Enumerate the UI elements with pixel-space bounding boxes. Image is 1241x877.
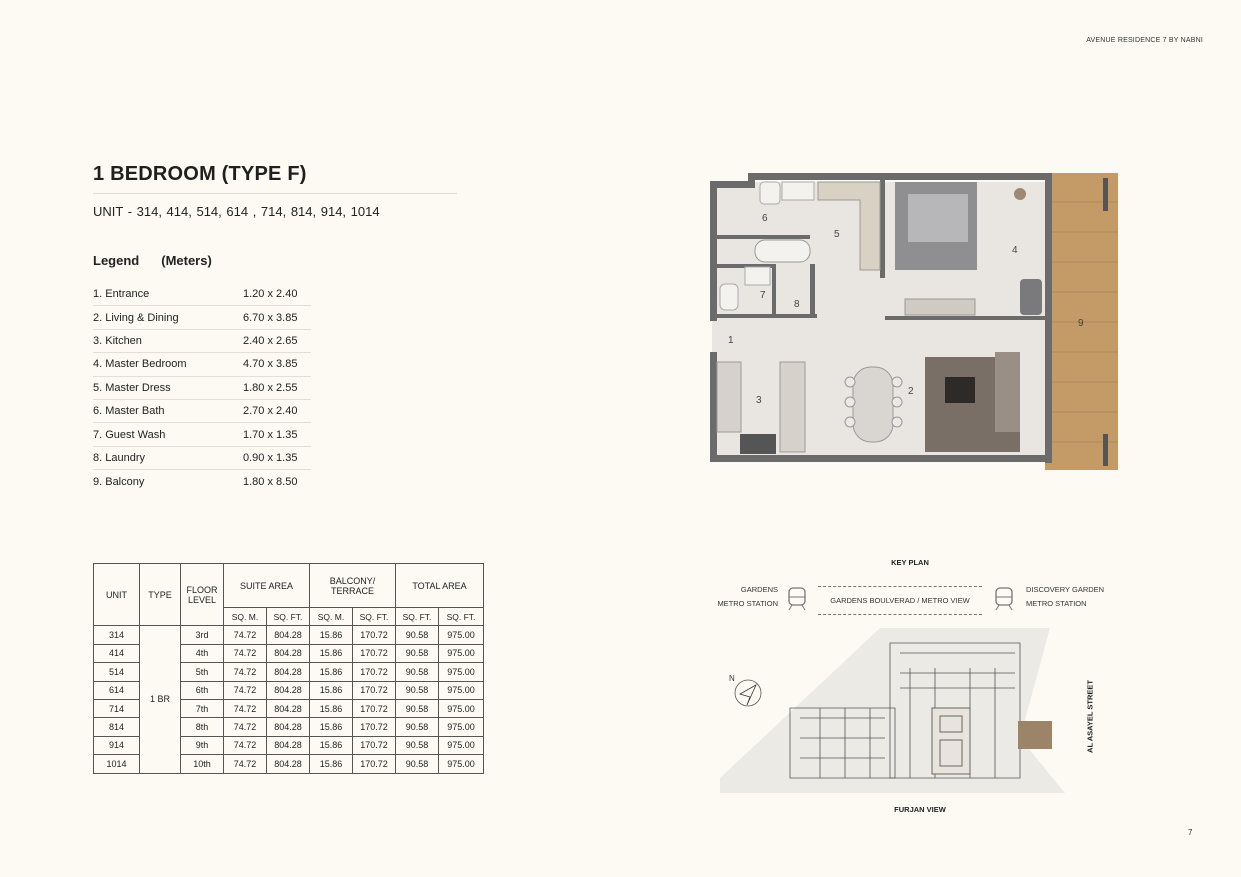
room-number: 2 (908, 386, 914, 397)
cell-unit: 314 (94, 626, 140, 644)
kitchen-island (780, 362, 805, 452)
legend-item-size: 1.80 x 8.50 (243, 475, 298, 488)
cell-total-b: 975.00 (439, 644, 484, 662)
cell-suite-sqft: 804.28 (267, 755, 310, 773)
cell-floor: 10th (181, 755, 224, 773)
room-number: 7 (760, 290, 766, 301)
legend-item-name: 1. Entrance (93, 288, 150, 301)
cell-floor: 4th (181, 644, 224, 662)
legend-list (93, 283, 311, 494)
col-balcony-header: BALCONY/ TERRACE (310, 564, 396, 608)
page-number: 7 (1188, 828, 1193, 837)
cell-suite-sqm: 74.72 (224, 718, 267, 736)
street-label: AL ASAYEL STREET (1085, 680, 1095, 753)
legend-item-size: 1.70 x 1.35 (243, 428, 298, 441)
legend-item-size: 0.90 x 1.35 (243, 451, 298, 464)
cell-total-b: 975.00 (439, 718, 484, 736)
cell-balcony-sqft: 170.72 (353, 626, 396, 644)
central-court (932, 708, 970, 774)
legend-item-name: 6. Master Bath (93, 405, 165, 418)
basin-fixture (745, 267, 770, 285)
view-dash-top (818, 586, 982, 587)
cell-total-b: 975.00 (439, 626, 484, 644)
cell-suite-sqm: 74.72 (224, 663, 267, 681)
cell-unit: 714 (94, 699, 140, 717)
subheader-sqft: SQ. FT. (396, 608, 439, 626)
cell-floor: 5th (181, 663, 224, 681)
cell-unit: 814 (94, 718, 140, 736)
center-view-label: GARDENS BOULVERAD / METRO VIEW (830, 596, 970, 605)
legend-item-name: 2. Living & Dining (93, 311, 179, 324)
oven (740, 434, 776, 454)
cell-suite-sqft: 804.28 (267, 736, 310, 754)
highlighted-unit (1018, 721, 1052, 749)
right-station-line1: DISCOVERY GARDEN (1026, 585, 1105, 594)
cell-balcony-sqm: 15.86 (310, 718, 353, 736)
cell-total-a: 90.58 (396, 718, 439, 736)
cell-balcony-sqm: 15.86 (310, 681, 353, 699)
legend-item (93, 400, 311, 423)
legend-item-name: 5. Master Dress (93, 381, 171, 394)
compass-icon (729, 674, 761, 706)
unit-area-table (93, 563, 484, 774)
legend-item-name: 3. Kitchen (93, 334, 142, 347)
bathtub-fixture (755, 240, 810, 262)
page-title: 1 BEDROOM (TYPE F) (93, 163, 307, 185)
metro-icon (993, 586, 1015, 612)
cell-suite-sqft: 804.28 (267, 681, 310, 699)
legend-item (93, 330, 311, 353)
cell-total-a: 90.58 (396, 736, 439, 754)
cell-total-b: 975.00 (439, 736, 484, 754)
col-suite-area-header: SUITE AREA (224, 564, 310, 608)
cell-balcony-sqft: 170.72 (353, 699, 396, 717)
cell-total-b: 975.00 (439, 681, 484, 699)
cell-total-a: 90.58 (396, 626, 439, 644)
cell-balcony-sqm: 15.86 (310, 663, 353, 681)
legend-item-name: 7. Guest Wash (93, 428, 166, 441)
cell-floor: 9th (181, 736, 224, 754)
cell-total-b: 975.00 (439, 755, 484, 773)
cell-suite-sqm: 74.72 (224, 681, 267, 699)
room-number: 4 (1012, 245, 1018, 256)
room-number: 8 (794, 299, 800, 310)
subheader-sqm: SQ. M. (310, 608, 353, 626)
legend-item-size: 2.40 x 2.65 (243, 334, 298, 347)
cell-balcony-sqm: 15.86 (310, 644, 353, 662)
cell-type: 1 BR (140, 626, 181, 773)
subheader-sqm: SQ. M. (224, 608, 267, 626)
toilet-fixture (760, 182, 780, 204)
compass-north: N (729, 674, 735, 683)
wc-fixture (720, 284, 738, 310)
legend-title: Legend (93, 253, 140, 268)
cell-balcony-sqm: 15.86 (310, 626, 353, 644)
room-number: 1 (728, 335, 734, 346)
cell-floor: 6th (181, 681, 224, 699)
cell-total-b: 975.00 (439, 663, 484, 681)
key-plan-map (720, 628, 1075, 798)
col-floor-header: FLOOR LEVEL (181, 564, 224, 626)
balcony-wall-bottom (1103, 434, 1108, 466)
room-number: 9 (1078, 318, 1084, 329)
cell-unit: 914 (94, 736, 140, 754)
cell-floor: 8th (181, 718, 224, 736)
room-number: 6 (762, 213, 768, 224)
subheader-sqft: SQ. FT. (267, 608, 310, 626)
side-table (1014, 188, 1026, 200)
legend-item-size: 4.70 x 3.85 (243, 358, 298, 371)
legend-item-name: 8. Laundry (93, 451, 145, 464)
legend-item (93, 447, 311, 470)
cell-suite-sqft: 804.28 (267, 644, 310, 662)
sofa (995, 352, 1020, 432)
col-unit-header: UNIT (94, 564, 140, 626)
tv-console (905, 299, 975, 315)
cell-unit: 414 (94, 644, 140, 662)
right-station-label (1026, 583, 1126, 611)
cell-balcony-sqft: 170.72 (353, 681, 396, 699)
subheader-sqft: SQ. FT. (439, 608, 484, 626)
cell-total-a: 90.58 (396, 644, 439, 662)
subheader-sqft: SQ. FT. (353, 608, 396, 626)
legend-item-name: 9. Balcony (93, 475, 145, 488)
cell-total-a: 90.58 (396, 663, 439, 681)
right-station-line2: METRO STATION (1026, 599, 1087, 608)
legend-item (93, 306, 311, 329)
unit-list: UNIT - 314, 414, 514, 614 , 714, 814, 914, 1014 (93, 204, 380, 219)
cell-balcony-sqm: 15.86 (310, 755, 353, 773)
cell-suite-sqm: 74.72 (224, 699, 267, 717)
metro-icon (786, 586, 808, 612)
bed-linen (908, 194, 968, 242)
cell-balcony-sqft: 170.72 (353, 644, 396, 662)
cell-suite-sqft: 804.28 (267, 718, 310, 736)
brand-name: AVENUE RESIDENCE 7 BY NABNI (1086, 37, 1203, 44)
cell-balcony-sqft: 170.72 (353, 736, 396, 754)
legend-item-size: 1.80 x 2.55 (243, 381, 298, 394)
table-row (94, 626, 484, 644)
left-station-label (708, 583, 778, 611)
left-station-line2: METRO STATION (717, 599, 778, 608)
vanity-fixture (782, 182, 814, 200)
room-number: 5 (834, 229, 840, 240)
cell-suite-sqm: 74.72 (224, 644, 267, 662)
title-divider (93, 193, 457, 194)
balcony-wall-top (1103, 178, 1108, 211)
cell-floor: 3rd (181, 626, 224, 644)
legend-heading (93, 253, 212, 268)
col-total-area-header: TOTAL AREA (396, 564, 484, 608)
furjan-view-label: FURJAN VIEW (894, 805, 946, 814)
cell-suite-sqm: 74.72 (224, 736, 267, 754)
coffee-table (945, 377, 975, 403)
legend-item-name: 4. Master Bedroom (93, 358, 187, 371)
cell-floor: 7th (181, 699, 224, 717)
legend-unit: (Meters) (161, 253, 212, 268)
cell-balcony-sqft: 170.72 (353, 718, 396, 736)
cell-balcony-sqm: 15.86 (310, 736, 353, 754)
cell-unit: 614 (94, 681, 140, 699)
legend-item (93, 283, 311, 306)
cell-unit: 1014 (94, 755, 140, 773)
left-station-line1: GARDENS (740, 585, 778, 594)
legend-item (93, 377, 311, 400)
dining-table (853, 367, 893, 442)
cell-total-b: 975.00 (439, 699, 484, 717)
cell-unit: 514 (94, 663, 140, 681)
view-dash-bottom (818, 614, 982, 615)
legend-item-size: 6.70 x 3.85 (243, 311, 298, 324)
legend-item-size: 1.20 x 2.40 (243, 288, 298, 301)
cell-total-a: 90.58 (396, 755, 439, 773)
cell-total-a: 90.58 (396, 699, 439, 717)
cell-suite-sqft: 804.28 (267, 699, 310, 717)
cell-suite-sqft: 804.28 (267, 663, 310, 681)
cell-balcony-sqm: 15.86 (310, 699, 353, 717)
legend-item (93, 353, 311, 376)
key-plan-title: KEY PLAN (891, 558, 929, 567)
legend-item-size: 2.70 x 2.40 (243, 405, 298, 418)
cell-suite-sqm: 74.72 (224, 755, 267, 773)
armchair (1020, 279, 1042, 315)
cell-total-a: 90.58 (396, 681, 439, 699)
cell-suite-sqft: 804.28 (267, 626, 310, 644)
cell-balcony-sqft: 170.72 (353, 755, 396, 773)
legend-item (93, 470, 311, 493)
room-number: 3 (756, 395, 762, 406)
kitchen-counter (717, 362, 741, 432)
col-type-header: TYPE (140, 564, 181, 626)
cell-balcony-sqft: 170.72 (353, 663, 396, 681)
floor-plan (710, 172, 1120, 472)
legend-item (93, 423, 311, 446)
cell-suite-sqm: 74.72 (224, 626, 267, 644)
